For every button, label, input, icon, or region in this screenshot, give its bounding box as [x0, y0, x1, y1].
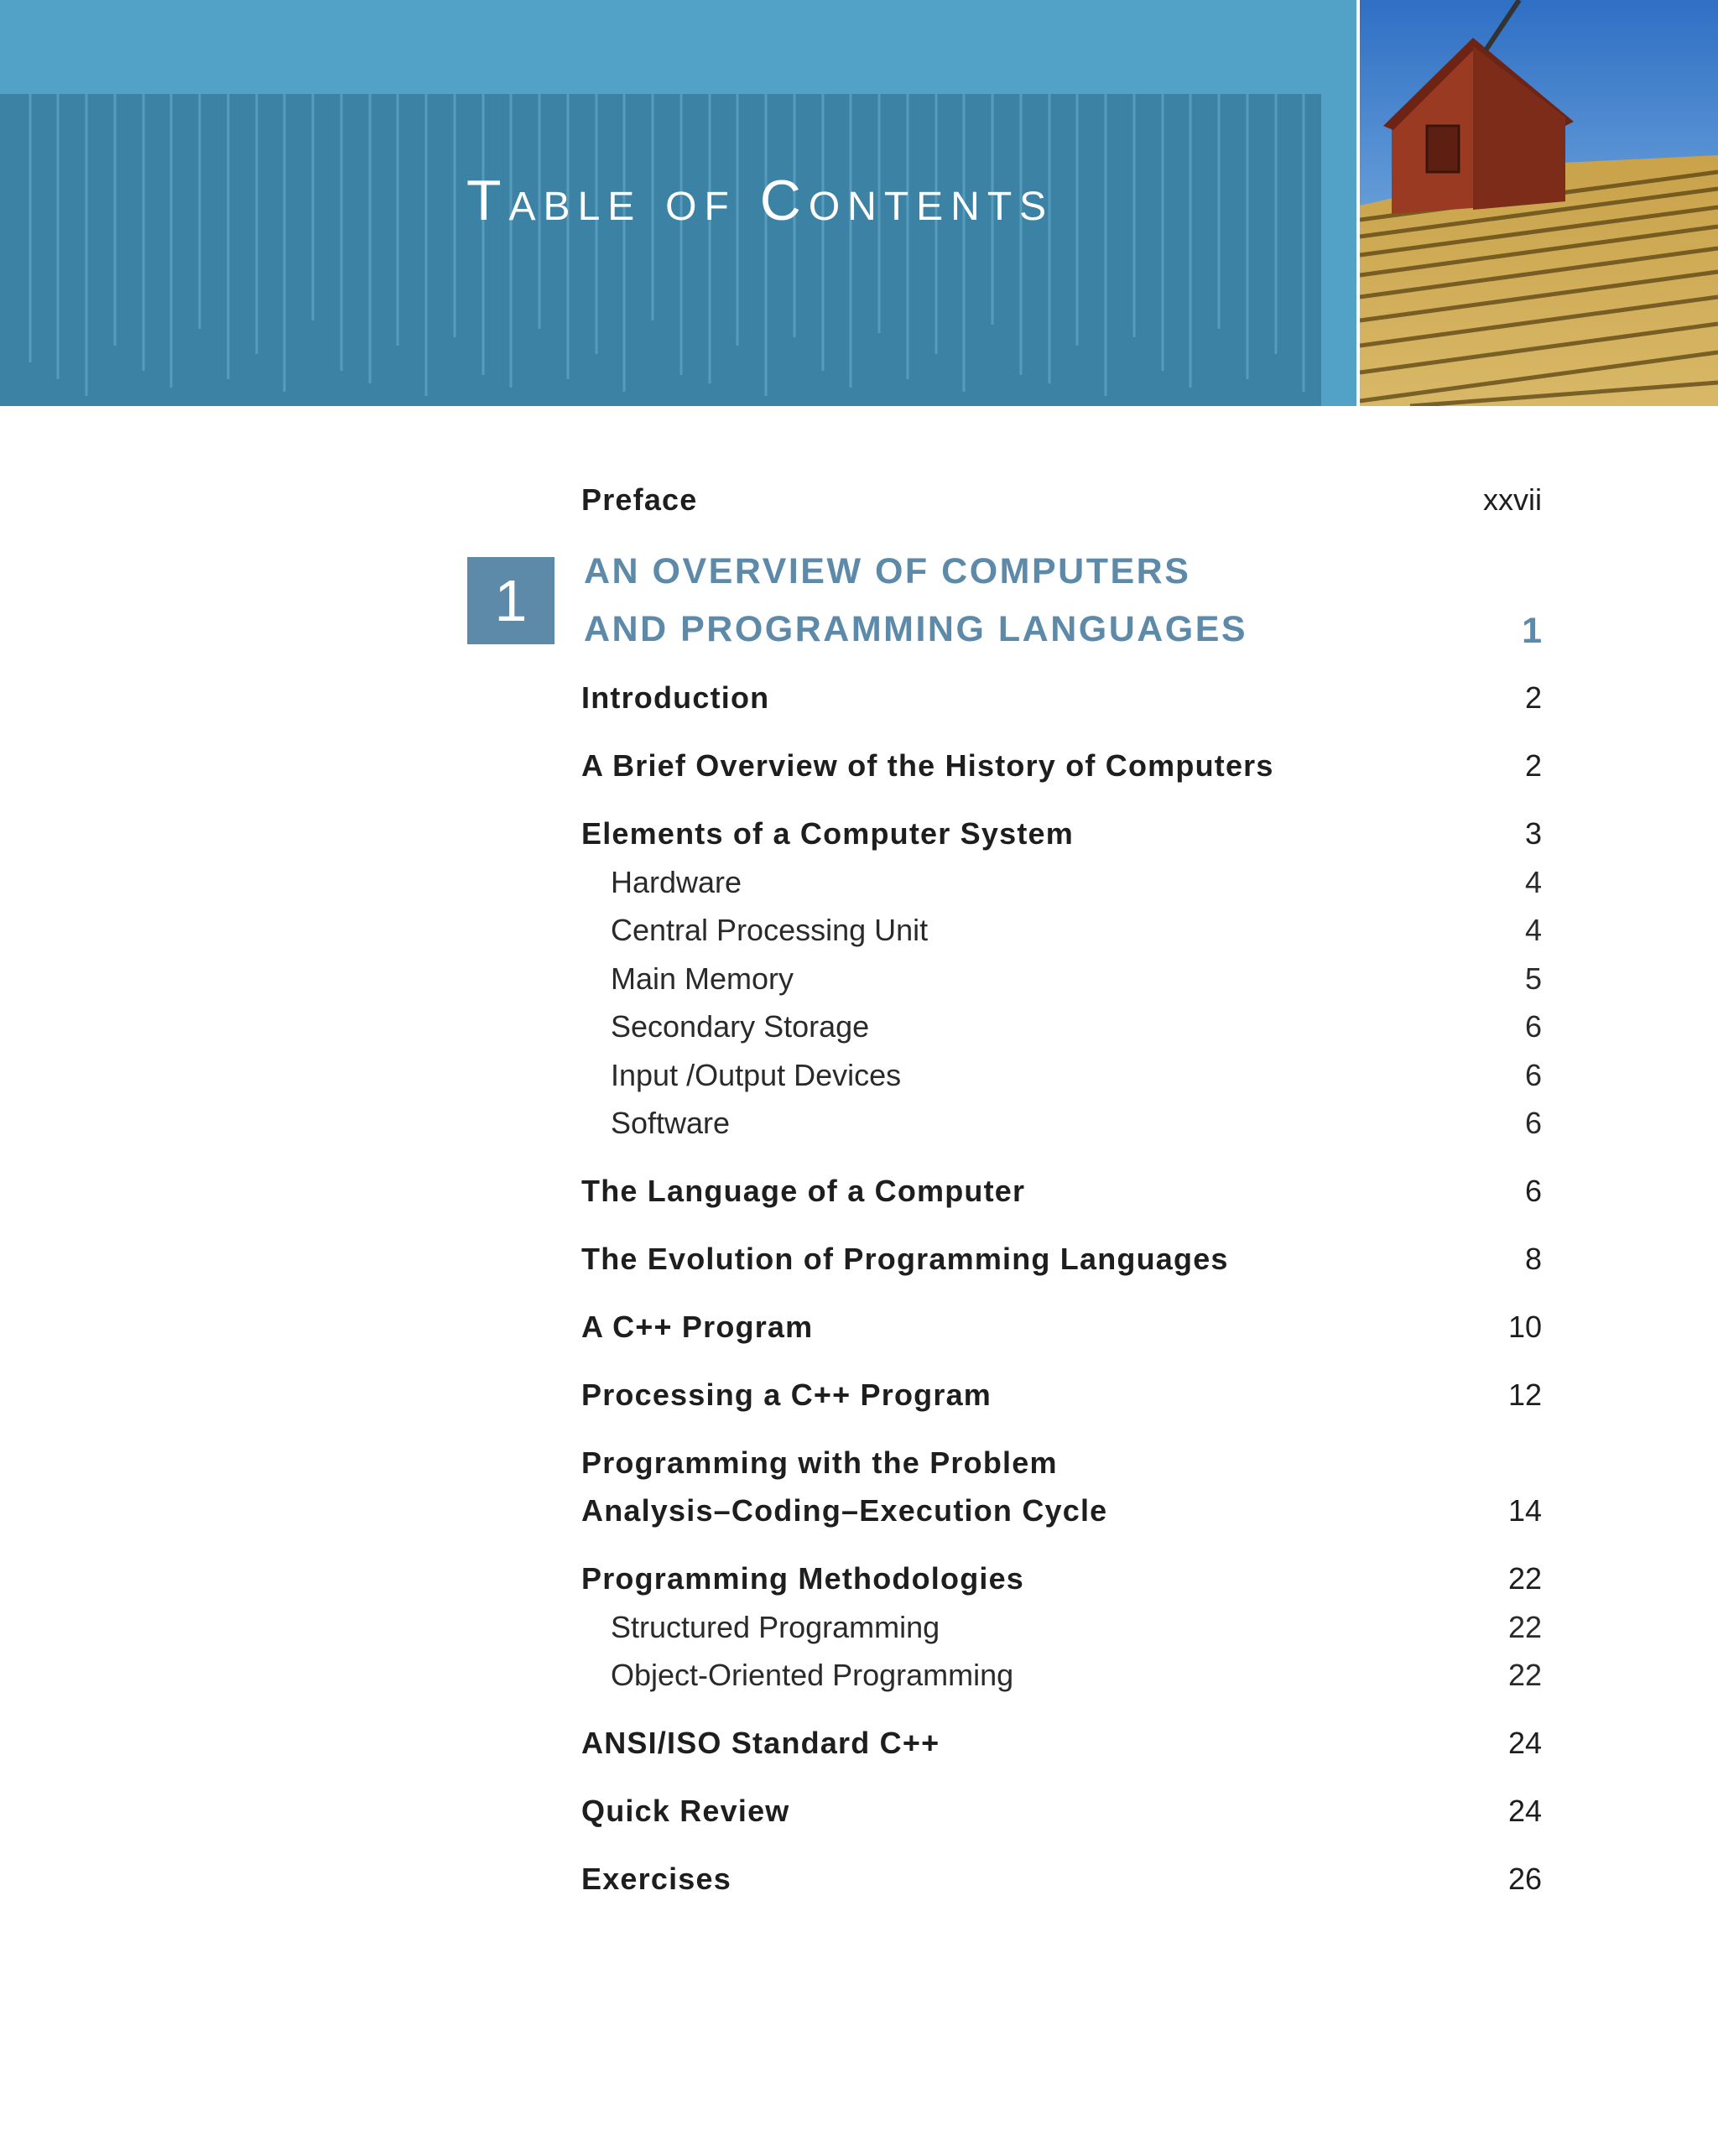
toc-subentry[interactable] [581, 1009, 1542, 1044]
toc-entry-page: 24 [1507, 1794, 1542, 1828]
toc-subentry[interactable] [581, 1058, 1542, 1093]
toc-subentry[interactable] [581, 913, 1542, 948]
chapter-page-number: 1 [1522, 611, 1542, 651]
toc-subentry[interactable] [581, 1610, 1542, 1645]
toc-entry[interactable] [581, 1445, 1542, 1481]
toc-entry-page: 24 [1507, 1726, 1542, 1760]
toc-entry-title: Elements of a Computer System [581, 816, 1074, 851]
toc-entry-title: The Evolution of Programming Languages [581, 1242, 1229, 1276]
toc-entry-page: 14 [1507, 1493, 1542, 1528]
toc-entry-page: 6 [1524, 1174, 1542, 1208]
toc-entry-title: Hardware [611, 865, 742, 899]
barn-roof-photo [1360, 0, 1718, 406]
toc-entry-page: 5 [1524, 961, 1542, 996]
chapter-title-line-1[interactable]: AN OVERVIEW OF COMPUTERS [584, 551, 1191, 591]
toc-entry[interactable] [581, 748, 1542, 784]
toc-entry-title: A Brief Overview of the History of Computers [581, 748, 1274, 783]
chapter-title-line-2[interactable]: AND PROGRAMMING LANGUAGES [584, 609, 1248, 649]
toc-entry-title: Quick Review [581, 1794, 790, 1828]
toc-entry-title: Object-Oriented Programming [611, 1658, 1014, 1692]
toc-entry-page: xxvii [1483, 482, 1542, 517]
toc-entry-title: A C++ Program [581, 1310, 814, 1344]
toc-entry[interactable] [581, 816, 1542, 851]
toc-entry-page: 22 [1507, 1610, 1542, 1644]
toc-entry-title: Software [611, 1106, 731, 1140]
toc-entry-page: 6 [1524, 1009, 1542, 1044]
toc-entry[interactable] [581, 1242, 1542, 1277]
toc-entry[interactable] [581, 1174, 1542, 1209]
toc-entry-title: Structured Programming [611, 1610, 940, 1644]
toc-entry-title: The Language of a Computer [581, 1174, 1026, 1208]
toc-entry[interactable] [581, 1377, 1542, 1413]
toc-subentry[interactable] [581, 961, 1542, 997]
toc-entry-title: Programming Methodologies [581, 1561, 1025, 1596]
toc-entry[interactable] [581, 1794, 1542, 1829]
toc-subentry[interactable] [581, 865, 1542, 900]
toc-entry[interactable] [581, 1310, 1542, 1345]
toc-entry[interactable] [581, 1493, 1542, 1528]
page-title: Table of Contents [466, 169, 1054, 232]
toc-entry-page: 8 [1524, 1242, 1542, 1276]
toc-entry-page: 12 [1507, 1377, 1542, 1412]
toc-subentry[interactable] [581, 1658, 1542, 1693]
toc-entry-page: 6 [1524, 1058, 1542, 1092]
toc-entry-title: Analysis–Coding–Execution Cycle [581, 1493, 1108, 1528]
toc-entry-title: Programming with the Problem [581, 1445, 1058, 1480]
toc-entry-title: Introduction [581, 680, 770, 715]
toc-entry-page: 2 [1524, 680, 1542, 715]
banner-vertical-lines [0, 94, 1321, 406]
toc-entry[interactable] [581, 1862, 1542, 1897]
toc-entry-title: Preface [581, 482, 698, 517]
toc-entry-preface[interactable] [581, 482, 1542, 518]
toc-entry-page: 10 [1507, 1310, 1542, 1344]
toc-entry-title: Central Processing Unit [611, 913, 929, 947]
toc-entry[interactable] [581, 1726, 1542, 1761]
banner-edge-strip [1321, 94, 1356, 406]
toc-entry-page: 4 [1524, 913, 1542, 947]
chapter-number-badge: 1 [467, 557, 554, 644]
toc-entry-page: 22 [1507, 1658, 1542, 1692]
toc-entry-page: 2 [1524, 748, 1542, 783]
toc-entry-page: 4 [1524, 865, 1542, 899]
toc-subentry[interactable] [581, 1106, 1542, 1141]
toc-entry-title: Input /Output Devices [611, 1058, 902, 1092]
toc-entry-title: ANSI/ISO Standard C++ [581, 1726, 940, 1760]
toc-entry-title: Main Memory [611, 961, 794, 996]
header-banner [0, 0, 1718, 406]
toc-entry-page: 22 [1507, 1561, 1542, 1596]
toc-entry-title: Exercises [581, 1862, 731, 1896]
toc-entry-title: Processing a C++ Program [581, 1377, 992, 1412]
toc-entry-page: 6 [1524, 1106, 1542, 1140]
toc-entry-title: Secondary Storage [611, 1009, 870, 1044]
toc-entry[interactable] [581, 680, 1542, 716]
toc-entry[interactable] [581, 1561, 1542, 1596]
toc-entry-page: 26 [1507, 1862, 1542, 1896]
toc-entry-page: 3 [1524, 816, 1542, 851]
